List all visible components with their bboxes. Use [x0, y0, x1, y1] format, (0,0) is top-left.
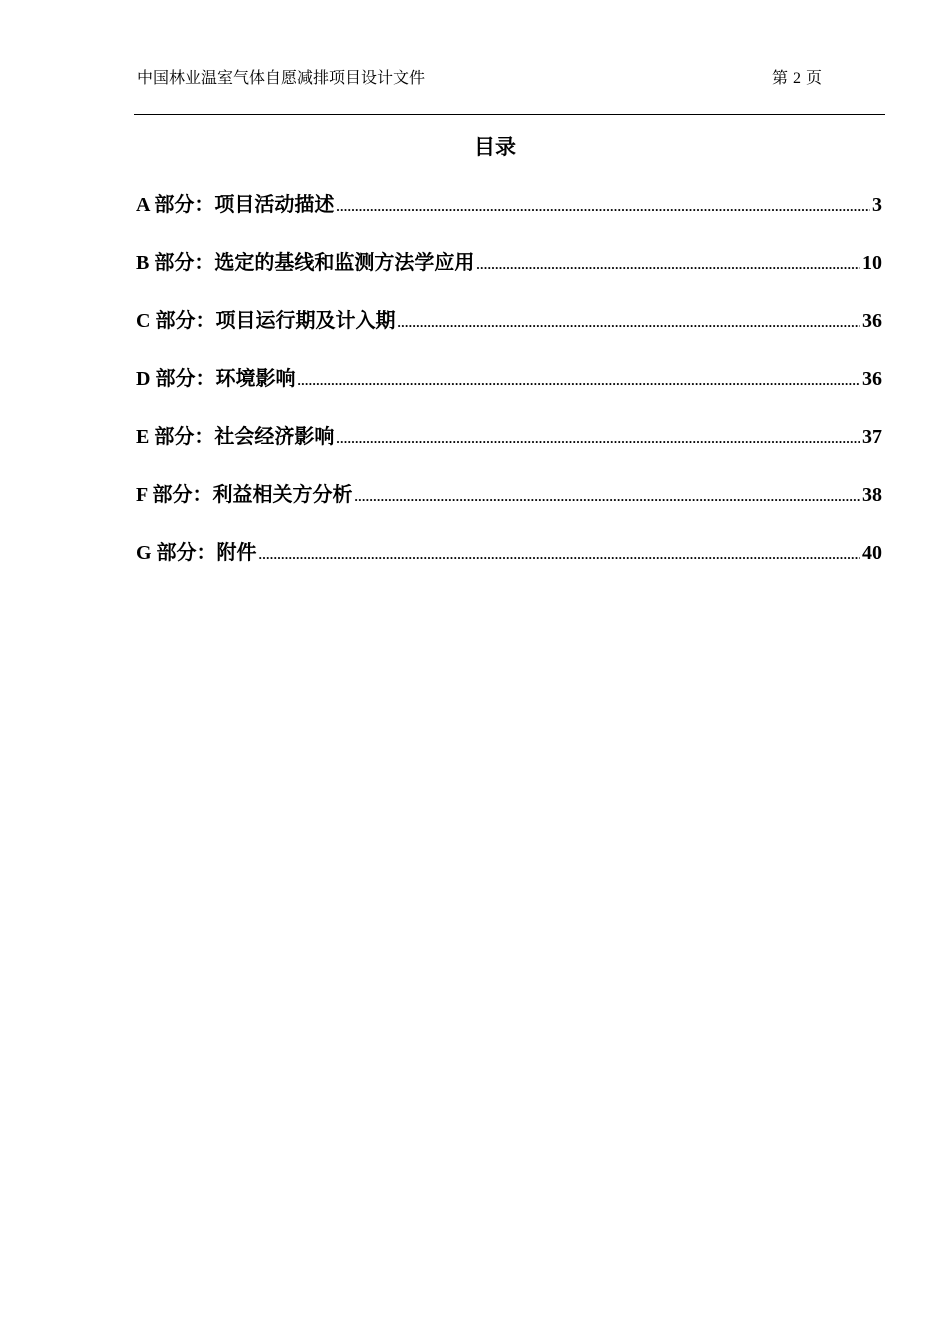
toc-entry-page: 10	[862, 252, 882, 274]
toc-entry-page: 3	[872, 194, 882, 216]
toc-dot-leader	[354, 482, 860, 512]
toc-entry-a[interactable]	[136, 190, 882, 248]
toc-dot-leader	[259, 540, 860, 570]
toc-dot-leader	[336, 192, 870, 222]
toc-entry-e[interactable]	[136, 422, 882, 480]
toc-entry-f[interactable]	[136, 480, 882, 538]
toc-entry-label: A 部分：项目活动描述	[136, 194, 335, 216]
toc-entry-page: 36	[862, 368, 882, 390]
toc-entry-d[interactable]	[136, 364, 882, 422]
toc-entry-c[interactable]	[136, 306, 882, 364]
toc-dot-leader	[336, 424, 860, 454]
table-of-contents	[136, 190, 882, 596]
page-prefix: 第	[772, 70, 789, 87]
toc-dot-leader	[476, 250, 860, 280]
page-number: 2	[793, 70, 802, 87]
toc-entry-label: G 部分：附件	[136, 542, 257, 564]
toc-entry-label: F 部分：利益相关方分析	[136, 484, 353, 506]
toc-entry-label: C 部分：项目运行期及计入期	[136, 310, 396, 332]
toc-entry-page: 40	[862, 542, 882, 564]
toc-entry-label: D 部分：环境影响	[136, 368, 296, 390]
document-title: 中国林业温室气体自愿减排项目设计文件	[137, 70, 426, 87]
header-divider	[134, 114, 885, 115]
page-indicator	[772, 68, 822, 90]
toc-entry-page: 36	[862, 310, 882, 332]
toc-entry-page: 38	[862, 484, 882, 506]
toc-entry-label: E 部分：社会经济影响	[136, 426, 335, 448]
toc-dot-leader	[397, 308, 860, 338]
page-suffix: 页	[806, 70, 823, 87]
toc-entry-page: 37	[862, 426, 882, 448]
toc-entry-b[interactable]	[136, 248, 882, 306]
toc-dot-leader	[297, 366, 860, 396]
toc-entry-label: B 部分：选定的基线和监测方法学应用	[136, 252, 475, 274]
page-header	[0, 0, 950, 116]
toc-title: 目录	[474, 135, 516, 159]
toc-entry-g[interactable]	[136, 538, 882, 596]
